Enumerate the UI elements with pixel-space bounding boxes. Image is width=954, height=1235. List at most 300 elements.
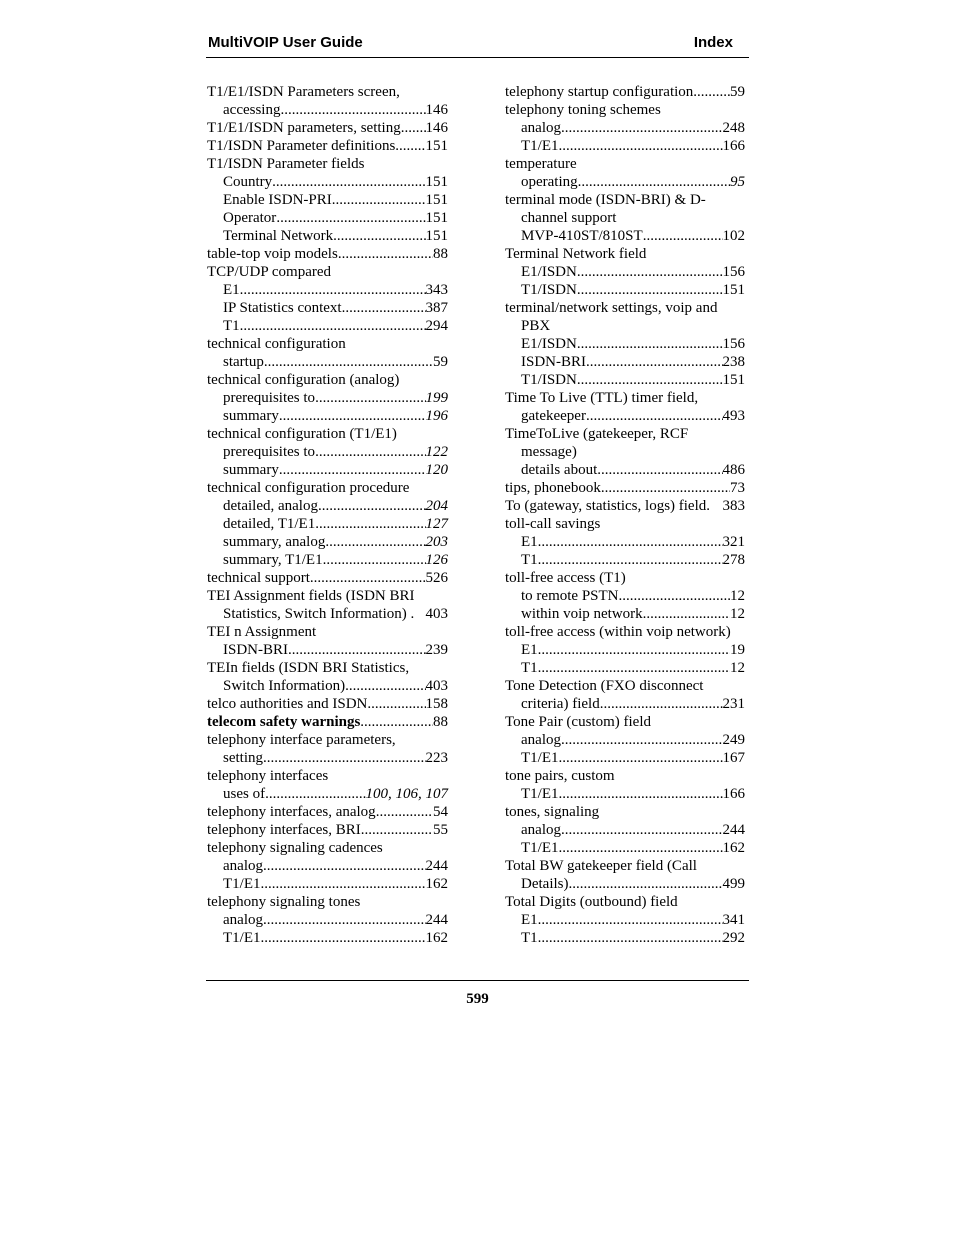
dot-leader [263,857,426,875]
entry-page-number: 151 [425,192,448,208]
entry-term: toll-free access (within voip network) [505,624,731,640]
entry-term: Tone Detection (FXO disconnect [505,678,704,694]
index-subentry [207,605,448,623]
dot-leader [561,731,723,749]
entry-term: T1 [521,660,538,676]
dot-leader [559,137,723,155]
entry-page-number: 127 [425,516,448,532]
index-subentry [207,497,448,515]
entry-term: T1/E1 [521,840,559,856]
index-entry [207,695,448,713]
dot-leader [288,641,425,659]
entry-term: T1 [521,930,538,946]
entry-term: T1/ISDN [521,282,577,298]
entry-term: prerequisites to [223,444,316,460]
entry-page-number: 55 [433,822,448,838]
index-entry [505,83,745,101]
section-title: Index [693,34,733,51]
index-subentry [207,443,448,461]
index-subentry [207,515,448,533]
dot-leader [395,137,425,155]
entry-page-number: 166 [722,138,745,154]
dot-leader [600,695,723,713]
entry-term: TEI n Assignment [207,624,317,640]
entry-term: channel support [521,210,617,226]
index-subentry [207,389,448,407]
dot-leader [559,749,723,767]
entry-page-number: 54 [433,804,448,820]
index-entry [207,83,448,101]
dot-leader [240,281,426,299]
dot-leader [568,875,722,893]
entry-page-number: 403 [425,606,448,622]
entry-page-number: 204 [425,498,448,514]
index-entry [207,821,448,839]
entry-term: Time To Live (TTL) timer field, [505,390,699,406]
dot-leader [263,911,426,929]
index-entry [505,155,745,173]
document-title: MultiVOIP User Guide [208,34,363,51]
entry-term: telephony interfaces [207,768,329,784]
entry-term: analog [223,912,263,928]
entry-term: technical configuration (T1/E1) [207,426,397,442]
entry-page-number: 244 [425,858,448,874]
entry-page-number: 151 [722,282,745,298]
index-subentry [505,533,745,551]
index-entry [505,299,745,317]
entry-term: startup [223,354,264,370]
entry-page-number: 146 [425,102,448,118]
entry-term: T1 [223,318,240,334]
entry-term: terminal/network settings, voip and [505,300,718,316]
index-subentry [505,551,745,569]
entry-term: telephony interface parameters, [207,732,396,748]
dot-leader [559,839,723,857]
dot-leader [332,191,426,209]
entry-term: summary [223,408,279,424]
index-entry [207,335,448,353]
dot-leader [318,497,426,515]
dot-leader [577,263,723,281]
dot-leader [315,443,425,461]
entry-term: T1/E1/ISDN Parameters screen, [207,84,400,100]
dot-leader [279,407,426,425]
entry-term: technical configuration (analog) [207,372,400,388]
entry-page-number: 162 [425,876,448,892]
index-subentry [207,641,448,659]
index-subentry [505,821,745,839]
index-subentry [207,173,448,191]
page-number: 599 [466,991,489,1007]
entry-page-number: 156 [722,336,745,352]
footer-rule [206,980,749,981]
entry-term: operating [521,174,578,190]
index-entry [207,569,448,587]
index-subentry [505,371,745,389]
index-subentry [505,335,745,353]
dot-leader [601,479,730,497]
index-subentry [505,443,745,461]
index-subentry [207,299,448,317]
entry-page-number: 486 [722,462,745,478]
entry-term: technical support [207,570,310,586]
entry-term: temperature [505,156,577,172]
index-entry [207,713,448,731]
entry-page-number: 19 [730,642,745,658]
dot-leader [367,695,425,713]
index-subentry [505,353,745,371]
index-subentry [207,857,448,875]
entry-term: Terminal Network [223,228,334,244]
entry-page-number: 403 [425,678,448,694]
dot-leader [310,569,426,587]
index-entry [505,857,745,875]
entry-term: analog [521,732,561,748]
index-subentry [505,407,745,425]
index-subentry [207,911,448,929]
dot-leader [538,659,730,677]
index-subentry [505,911,745,929]
entry-term: T1/E1/ISDN parameters, setting [207,120,401,136]
index-entry [505,479,745,497]
index-entry [505,425,745,443]
dot-leader [538,551,723,569]
entry-term: T1/ISDN Parameter definitions [207,138,396,154]
dot-leader [586,407,723,425]
entry-page-number: 196 [425,408,448,424]
dot-leader [559,785,723,803]
dot-leader [401,119,426,137]
entry-term: tones, signaling [505,804,600,820]
index-entry [505,713,745,731]
dot-leader [538,641,730,659]
index-subentry [505,227,745,245]
index-subentry [505,173,745,191]
index-subentry [505,785,745,803]
index-entry [207,371,448,389]
entry-page-number: 203 [425,534,448,550]
index-entry [207,245,448,263]
entry-term: T1/ISDN [521,372,577,388]
index-entry [505,677,745,695]
dot-leader [276,209,425,227]
index-entry [505,623,745,641]
index-subentry [505,587,745,605]
entry-page-number: 100, 106, 107 [365,786,448,802]
entry-page-number: 126 [425,552,448,568]
entry-page-number: 88 [433,714,448,730]
entry-term: T1/E1 [223,876,261,892]
entry-term: criteria) field [521,696,600,712]
entry-term: telephony signaling cadences [207,840,383,856]
dot-leader [240,317,426,335]
entry-term: E1 [521,534,538,550]
index-entry [207,119,448,137]
index-subentry [207,533,448,551]
index-entry [207,155,448,173]
index-entry [505,893,745,911]
dot-leader [345,677,425,695]
dot-leader [263,749,426,767]
entry-term: to remote PSTN [521,588,619,604]
dot-leader [342,299,426,317]
entry-term: Country [223,174,273,190]
index-subentry [505,281,745,299]
index-subentry [207,677,448,695]
index-entry [207,479,448,497]
index-entry [207,137,448,155]
page-header [206,33,749,58]
entry-term: T1 [521,552,538,568]
entry-term: PBX [521,318,551,334]
index-entry [505,497,745,515]
index-entry [505,389,745,407]
entry-page-number: 341 [722,912,745,928]
entry-term: details about [521,462,598,478]
entry-term: summary, T1/E1 [223,552,323,568]
index-entry [207,731,448,749]
entry-term: summary, analog [223,534,326,550]
entry-term: Tone Pair (custom) field [505,714,651,730]
entry-page-number: 278 [722,552,745,568]
entry-page-number: 294 [425,318,448,334]
entry-page-number: 383 [722,498,745,514]
index-column-right [505,83,745,947]
index-subentry [207,785,448,803]
index-entry [207,623,448,641]
entry-term: ISDN-BRI [223,642,289,658]
index-entry [505,803,745,821]
dot-leader [272,173,425,191]
entry-page-number: 199 [425,390,448,406]
entry-term: TimeToLive (gatekeeper, RCF [505,426,689,442]
entry-term: T1/E1 [223,930,261,946]
entry-term: Terminal Network field [505,246,647,262]
entry-term: To (gateway, statistics, logs) field. [505,498,711,514]
dot-leader [561,119,723,137]
entry-page-number: 151 [722,372,745,388]
entry-page-number: 12 [730,660,745,676]
dot-leader [325,533,425,551]
entry-term: telephony startup configuration [505,84,694,100]
entry-term: uses of [223,786,266,802]
index-subentry [207,101,448,119]
index-subentry [207,551,448,569]
entry-page-number: 321 [722,534,745,550]
entry-term: summary [223,462,279,478]
entry-page-number: 73 [730,480,745,496]
dot-leader [577,335,723,353]
entry-page-number: 244 [722,822,745,838]
entry-page-number: 120 [425,462,448,478]
entry-term: E1/ISDN [521,336,577,352]
entry-term: detailed, analog [223,498,318,514]
entry-page-number: 151 [425,138,448,154]
dot-leader [577,371,723,389]
index-subentry [207,191,448,209]
entry-page-number: 499 [722,876,745,892]
entry-page-number: 122 [425,444,448,460]
dot-leader [361,821,433,839]
index-subentry [505,731,745,749]
entry-page-number: 526 [425,570,448,586]
entry-term: Details) [521,876,569,892]
dot-leader [280,101,425,119]
index-subentry [207,929,448,947]
dot-leader [643,227,723,245]
index-subentry [505,659,745,677]
entry-term: telephony toning schemes [505,102,661,118]
entry-term: prerequisites to [223,390,316,406]
dot-leader [264,353,433,371]
dot-leader [538,911,723,929]
entry-page-number: 95 [730,174,745,190]
entry-page-number: 151 [425,210,448,226]
dot-leader [315,389,425,407]
entry-term: telephony interfaces, analog [207,804,376,820]
index-subentry [207,317,448,335]
entry-term: T1/E1 [521,750,559,766]
entry-page-number: 151 [425,174,448,190]
entry-page-number: 102 [722,228,745,244]
entry-term: within voip network [521,606,643,622]
entry-page-number: 343 [425,282,448,298]
entry-term: TCP/UDP compared [207,264,332,280]
entry-term: toll-call savings [505,516,601,532]
entry-page-number: 493 [722,408,745,424]
index-subentry [505,749,745,767]
index-subentry [505,461,745,479]
dot-leader [261,929,426,947]
dot-leader [578,173,730,191]
dot-leader [279,461,426,479]
index-entry [505,515,745,533]
entry-term: technical configuration [207,336,346,352]
entry-term: Total BW gatekeeper field (Call [505,858,697,874]
entry-page-number: 223 [425,750,448,766]
entry-term: telco authorities and ISDN [207,696,368,712]
entry-page-number: 248 [722,120,745,136]
index-entry [505,245,745,263]
entry-term: detailed, T1/E1 [223,516,316,532]
dot-leader [265,785,365,803]
index-subentry [505,317,745,335]
index-entry [505,767,745,785]
index-entry [207,839,448,857]
entry-page-number: 12 [730,588,745,604]
entry-page-number: 158 [425,696,448,712]
entry-term: table-top voip models [207,246,338,262]
index-subentry [207,353,448,371]
entry-term: IP Statistics context [223,300,342,316]
entry-page-number: 239 [425,642,448,658]
entry-page-number: 151 [425,228,448,244]
dot-leader [323,551,426,569]
index-subentry [207,281,448,299]
entry-page-number: 249 [722,732,745,748]
entry-term: accessing [223,102,281,118]
index-subentry [207,227,448,245]
entry-page-number: 146 [425,120,448,136]
entry-page-number: 292 [722,930,745,946]
entry-term: terminal mode (ISDN-BRI) & D- [505,192,706,208]
index-subentry [505,695,745,713]
entry-page-number: 238 [722,354,745,370]
dot-leader [338,245,433,263]
entry-term: gatekeeper [521,408,586,424]
index-entry [207,767,448,785]
index-subentry [505,209,745,227]
dot-leader [577,281,723,299]
entry-page-number: 166 [722,786,745,802]
index-subentry [505,839,745,857]
entry-term: Statistics, Switch Information) . [223,606,415,622]
entry-term: E1 [521,912,538,928]
dot-leader [538,533,723,551]
dot-leader [561,821,723,839]
entry-term: tone pairs, custom [505,768,615,784]
entry-term: setting [223,750,263,766]
entry-page-number: 387 [425,300,448,316]
index-subentry [505,605,745,623]
index-entry [207,659,448,677]
index-subentry [207,461,448,479]
entry-term: Operator [223,210,277,226]
dot-leader [315,515,425,533]
index-entry [207,425,448,443]
index-column-left [207,83,448,947]
entry-term: technical configuration procedure [207,480,410,496]
entry-term: telephony interfaces, BRI [207,822,361,838]
dot-leader [538,929,723,947]
dot-leader [619,587,731,605]
entry-term: analog [521,822,561,838]
dot-leader [643,605,730,623]
entry-term: Total Digits (outbound) field [505,894,678,910]
dot-leader [360,713,433,731]
dot-leader [376,803,433,821]
index-subentry [505,875,745,893]
entry-term: tips, phonebook [505,480,601,496]
entry-term: telecom safety warnings [207,714,361,730]
index-entry [207,803,448,821]
entry-term: E1/ISDN [521,264,577,280]
entry-term: analog [223,858,263,874]
entry-term: message) [521,444,577,460]
entry-term: E1 [521,642,538,658]
entry-page-number: 59 [730,84,745,100]
dot-leader [586,353,722,371]
entry-term: T1/E1 [521,786,559,802]
entry-term: Switch Information) [223,678,346,694]
entry-term: Enable ISDN-PRI [223,192,332,208]
entry-page-number: 156 [722,264,745,280]
dot-leader [597,461,722,479]
index-entry [207,587,448,605]
entry-term: T1/E1 [521,138,559,154]
entry-page-number: 162 [722,840,745,856]
index-subentry [207,407,448,425]
index-subentry [505,263,745,281]
entry-page-number: 59 [433,354,448,370]
entry-page-number: 167 [722,750,745,766]
index-entry [207,893,448,911]
entry-term: T1/ISDN Parameter fields [207,156,365,172]
entry-term: TEI Assignment fields (ISDN BRI [207,588,415,604]
index-subentry [505,137,745,155]
index-subentry [207,209,448,227]
entry-page-number: 88 [433,246,448,262]
